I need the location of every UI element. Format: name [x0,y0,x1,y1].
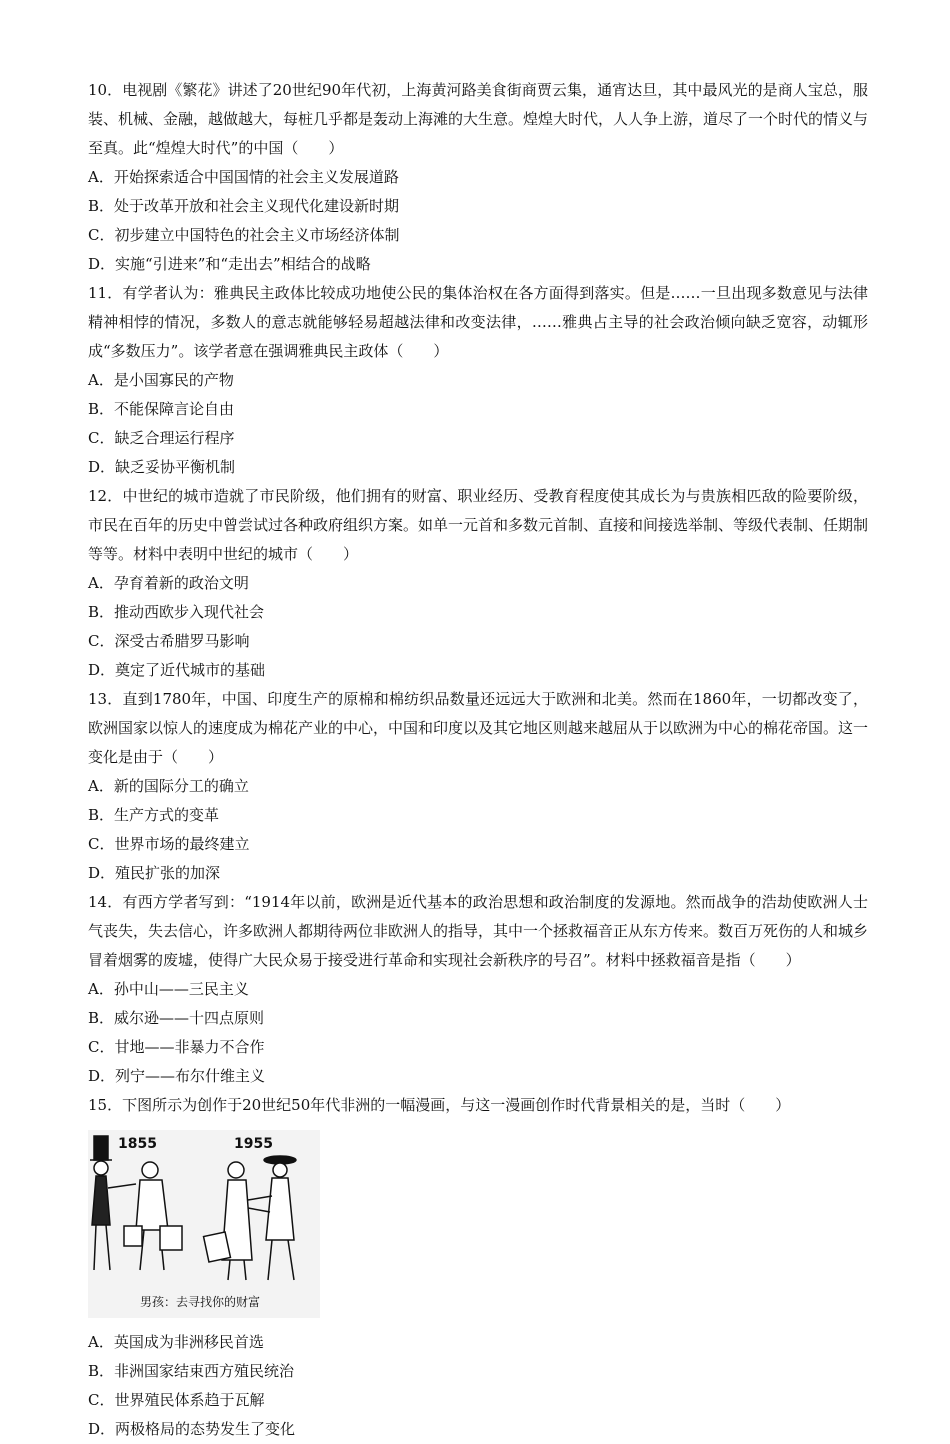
option-d[interactable]: D．两极格局的态势发生了变化 [88,1420,296,1438]
option-a[interactable]: A．孙中山——三民主义 [88,980,249,998]
options [88,975,868,1091]
question-number: 11． [88,284,123,302]
question-number: 10． [88,81,123,99]
option-a[interactable]: A．开始探索适合中国国情的社会主义发展道路 [88,168,399,186]
question-11 [88,279,868,482]
question-14 [88,888,868,1091]
option-b[interactable]: B．生产方式的变革 [88,806,220,824]
option-b[interactable]: B．威尔逊——十四点原则 [88,1009,265,1027]
option-a[interactable]: A．新的国际分工的确立 [88,777,249,795]
question-number: 12． [88,487,123,505]
cartoon-image [88,1130,320,1318]
cartoon-year-right: 1955 [234,1136,273,1152]
question-12 [88,482,868,685]
option-a[interactable]: A．是小国寡民的产物 [88,371,234,389]
question-stem: 11．有学者认为：雅典民主政体比较成功地使公民的集体治权在各方面得到落实。但是……一旦出现多数意见与法律精神相悖的情况，多数人的意志就能够轻易超越法律和改变法律，……雅典占主导的社会政治倾向缺乏宽容，动辄形成“多数压力”。该学者意在强调雅典民主政体（ ） [88,284,868,360]
option-c[interactable]: C．缺乏合理运行程序 [88,429,235,447]
option-c[interactable]: C．深受古希腊罗马影响 [88,632,250,650]
question-15 [88,1091,868,1444]
question-13 [88,685,868,888]
option-a[interactable]: A．英国成为非洲移民首选 [88,1333,264,1351]
question-stem: 14．有西方学者写到：“1914年以前，欧洲是近代基本的政治思想和政治制度的发源地。然而战争的浩劫使欧洲人士气丧失，失去信心，许多欧洲人都期待两位非欧洲人的指导，其中一个拯救福音正从东方传来。数百万死伤的人和城乡冒着烟雾的废墟，使得广大民众易于接受进行革命和实现社会新秩序的号召”。材料中拯救福音是指（ ） [88,893,869,969]
options [88,772,868,888]
option-d[interactable]: D．实施“引进来”和“走出去”相结合的战略 [88,255,371,273]
options [88,569,868,685]
options [88,163,868,279]
option-c[interactable]: C．初步建立中国特色的社会主义市场经济体制 [88,226,400,244]
question-stem: 10．电视剧《繁花》讲述了20世纪90年代初，上海黄河路美食街商贾云集，通宵达旦，其中最风光的是商人宝总，服装、机械、金融，越做越大，每桩几乎都是轰动上海滩的大生意。煌煌大时代，人人争上游，道尽了一个时代的情义与至真。此“煌煌大时代”的中国（ ） [88,81,869,157]
question-stem: 15．下图所示为创作于20世纪50年代非洲的一幅漫画，与这一漫画创作时代背景相关的是，当时（ ） [88,1096,791,1114]
option-c[interactable]: C．世界殖民体系趋于瓦解 [88,1391,265,1409]
option-d[interactable]: D．缺乏妥协平衡机制 [88,458,236,476]
option-c[interactable]: C．甘地——非暴力不合作 [88,1038,265,1056]
option-a[interactable]: A．孕育着新的政治文明 [88,574,249,592]
question-number: 15． [88,1096,123,1114]
exam-page [88,76,868,1444]
question-number: 14． [88,893,123,911]
question-stem: 13．直到1780年，中国、印度生产的原棉和棉纺织品数量还远远大于欧洲和北美。然而在1860年，一切都改变了，欧洲国家以惊人的速度成为棉花产业的中心，中国和印度以及其它地区则越来越屈从于以欧洲为中心的棉花帝国。这一变化是由于（ ） [88,690,869,766]
options [88,366,868,482]
option-b[interactable]: B．推动西欧步入现代社会 [88,603,265,621]
question-stem: 12．中世纪的城市造就了市民阶级，他们拥有的财富、职业经历、受教育程度使其成长为与贵族相匹敌的险要阶级，市民在百年的历史中曾尝试过各种政府组织方案。如单一元首和多数元首制、直接和间接选举制、等级代表制、任期制等等。材料中表明中世纪的城市（ ） [88,487,869,563]
options [88,1328,868,1444]
question-10 [88,76,868,279]
question-number: 13． [88,690,123,708]
option-d[interactable]: D．奠定了近代城市的基础 [88,661,266,679]
option-b[interactable]: B．非洲国家结束西方殖民统治 [88,1362,295,1380]
option-d[interactable]: D．殖民扩张的加深 [88,864,221,882]
option-d[interactable]: D．列宁——布尔什维主义 [88,1067,266,1085]
option-b[interactable]: B．处于改革开放和社会主义现代化建设新时期 [88,197,400,215]
cartoon-caption: 男孩：去寻找你的财富 [140,1295,261,1309]
option-c[interactable]: C．世界市场的最终建立 [88,835,250,853]
cartoon-year-left: 1855 [118,1136,157,1152]
option-b[interactable]: B．不能保障言论自由 [88,400,235,418]
